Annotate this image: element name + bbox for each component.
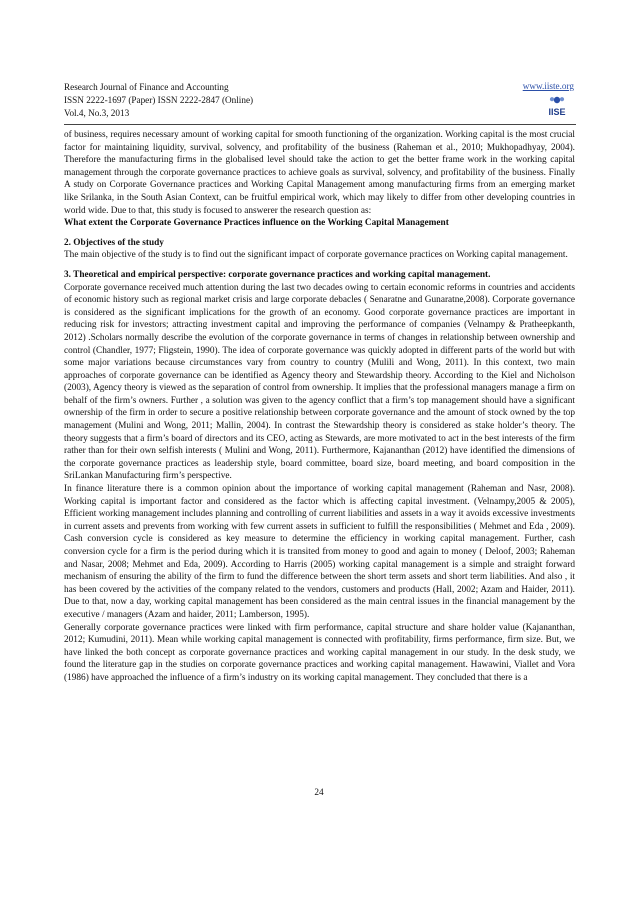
journal-issn: ISSN 2222-1697 (Paper) ISSN 2222-2847 (Online) xyxy=(64,95,254,105)
article-body xyxy=(64,129,575,685)
research-question: What extent the Corporate Governance Practices influence on the Working Capital Management xyxy=(64,218,449,229)
journal-header xyxy=(64,81,576,129)
iiste-logo-icon xyxy=(544,95,570,119)
section-heading-theoretical: 3. Theoretical and empirical perspective: corporate governance practices and working capital management. xyxy=(64,269,491,280)
header-divider xyxy=(64,124,576,125)
journal-url-link[interactable]: www.iiste.org xyxy=(522,81,574,91)
journal-volume: Vol.4, No.3, 2013 xyxy=(64,108,130,118)
section-heading-objectives: 2. Objectives of the study xyxy=(64,237,164,248)
paragraph-working-capital: In finance literature there is a common opinion about the importance of working capital management (Raheman and Nasr, 2008). Working capital is important factor and considered as the factor which is affecting capital investment. (Velnampy,2005 & 2005), Efficient working management includes planning and controlling of current liabilities and assets in a way it avoids excessive investments in current assets and prevents from working with few current assets in sufficient to fulfill the responsibilities ( Mehmet and Eda , 2009). Cash conversion cycle is considered as key measure to determine the efficiency in working capital management. Further, cash conversion cycle for a firm is the period during which it is transited from money to good and again to money ( Deloof, 2003; Raheman and Nasar, 2008; Mehmet and Eda, 2009). According to Harris (2005) working capital management is a simple and straight forward mechanism of ensuring the ability of the firm to fund the difference between the short term assets and short term liabilities. And also , it has been covered by the activities of the company related to the vendors, customers and products (Hall, 2002; Azam and Haider, 2011). Due to that, now a day, working capital management has been considered as the main central issues in the financial management by the executive / managers (Azam and haider, 2011; Lamberson, 1995). xyxy=(64,484,575,620)
journal-title: Research Journal of Finance and Accounting xyxy=(64,82,229,92)
paragraph-intro-continued: of business, requires necessary amount of working capital for smooth functioning of the organization. Working capital is the most crucial factor for maintaining liquidity, survival, solvency, and profitability of the business (Raheman et al., 2010; Mukhopadhyay, 2004). Therefore the manufacturing firms in the globalised level should take the action to get the better frame work in the working capital management through the corporate governance practices to achieve goals as survival, solvency, and profitability of the business. Finally A study on Corporate Governance practices and Working Capital Management among manufacturing firms from an emerging market like Srilanka, in the South Asian Context, can be fruitful empirical work, which may likely to differ from other developing countries in world wide. Due to that, this study is focused to answerer the research question as: xyxy=(64,130,575,216)
paragraph-linkage: Generally corporate governance practices were linked with firm performance, capital structure and share holder value (Kajananthan, 2012; Kumudini, 2011). Mean while working capital management is connected with profitability, firms performance, firm size. But, we have linked the both concept as corporate governance practices and working capital management in our study. In the desk study, we found the literature gap in the studies on corporate governance practices and working capital management. Hawawini, Viallet and Vora (1986) have approached the influence of a firm’s industry on its working capital management. They concluded that there is a xyxy=(64,622,575,683)
paragraph-objectives: The main objective of the study is to find out the significant impact of corporate governance practices on Working capital management. xyxy=(64,250,568,261)
logo-text: IISE xyxy=(548,107,566,117)
page-number: 24 xyxy=(314,788,324,798)
paragraph-corporate-governance: Corporate governance received much attention during the last two decades owing to certain economic reforms in countries and accidents of economic history such as regional market crisis and large corporate debacles ( Senaratne and Gunaratne,2008). Corporate governance is considered as the significant implications for the growth of an economy. Good corporate governance practices are important in reducing risk for investors; attracting investment capital and improving the performance of companies (Velnampy & Pratheepkanth, 2012) .Scholars normally describe the evolution of the corporate governance in terms of changes in relationship between ownership and control (Chandler, 1977; Fligstein, 1990). The idea of corporate governance was quickly adopted in different parts of the world but with some major variations because circumstances vary from country to country (Mulili and Wong, 2011). In this context, two main approaches of corporate governance can be identified as Agency theory and Stewardship theory. According to the Kiel and Nicholson (2003), Agency theory is viewed as the separation of control from ownership. It implies that the professional managers manage a firm on behalf of the firm’s owners. Further , a solution was given to the agency conflict that a firm’s top management should have a significant ownership of the firm in order to secure a positive relationship between corporate governance and the amount of stock owned by the top management (Mulini and Wong, 2011; Mallin, 2004). In contrast the Stewardship theory is considered as stake holder’s theory. The theory suggests that a firm’s board of directors and its CEO, acting as Stewards, are more motivated to act in the best interests of the firm rather than for their own selfish interests ( Mulini and Wong, 2011). Furthermore, Kajananthan (2012) have identified the dimensions of the corporate governance practices as leadership style, board committee, board size, board meeting, and board composition in the SriLankan Manufacturing firm’s perspective. xyxy=(64,282,575,482)
